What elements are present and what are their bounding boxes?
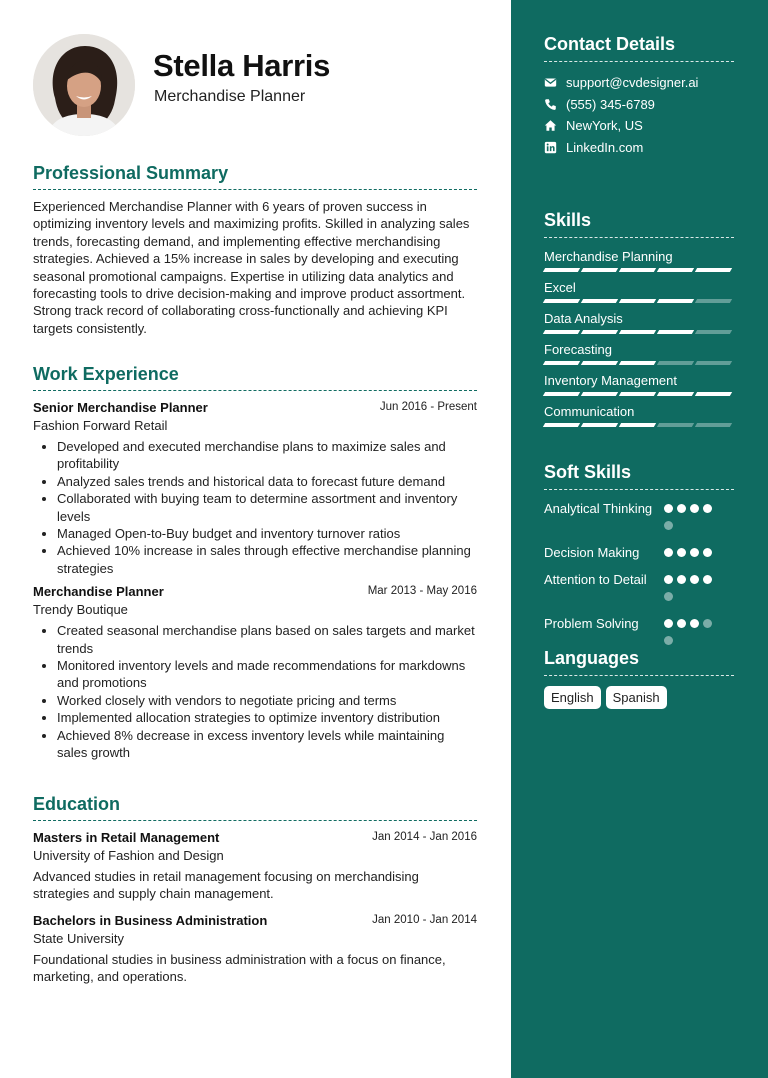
contact-phone[interactable] <box>544 94 734 116</box>
rating-dot <box>703 504 712 513</box>
skill-name: Data Analysis <box>544 311 623 326</box>
linkedin-icon <box>544 141 557 154</box>
skill-level-segment <box>657 268 694 272</box>
education-entry <box>33 912 477 986</box>
skill-name: Excel <box>544 280 576 295</box>
skill-item <box>544 279 734 303</box>
rating-dot <box>677 575 686 584</box>
summary-section <box>33 163 477 337</box>
summary-heading: Professional Summary <box>33 163 477 190</box>
skill-level-segment <box>581 423 618 427</box>
languages-section <box>544 648 734 709</box>
soft-skill-rating <box>664 500 720 538</box>
education-section <box>33 794 477 995</box>
job-company: Trendy Boutique <box>33 602 128 618</box>
languages-list <box>544 686 734 709</box>
rating-dot <box>664 548 673 557</box>
skill-level-segment <box>695 299 732 303</box>
skill-level-segment <box>619 392 656 396</box>
skill-item <box>544 310 734 334</box>
rating-dot <box>664 636 673 645</box>
contact-section <box>544 34 734 158</box>
skill-level-segment <box>695 330 732 334</box>
soft-skill-item <box>544 544 734 565</box>
skill-level-segment <box>619 299 656 303</box>
profile-photo <box>33 34 135 136</box>
skill-item <box>544 403 734 427</box>
candidate-name: Stella Harris <box>153 48 331 83</box>
skill-level-segment <box>581 330 618 334</box>
skill-level-segment <box>695 392 732 396</box>
skill-level-segment <box>581 392 618 396</box>
job-bullet: • Developed and executed merchandise plans to maximize sales and profitability <box>57 438 477 473</box>
rating-dot <box>690 575 699 584</box>
skill-level-segment <box>695 423 732 427</box>
phone-icon <box>544 98 557 111</box>
skill-level-segment <box>657 423 694 427</box>
education-degree: Masters in Retail Management <box>33 830 220 845</box>
rating-dot <box>677 504 686 513</box>
soft-skill-name: Decision Making <box>544 545 640 560</box>
job-bullet: • Achieved 10% increase in sales through effective merchandise planning strategies <box>57 542 477 577</box>
home-icon <box>544 119 557 132</box>
skill-level-segment <box>619 423 656 427</box>
job-bullet: • Collaborated with buying team to determine assortment and inventory levels <box>57 490 477 525</box>
rating-dot <box>690 504 699 513</box>
skill-level-segment <box>619 361 656 365</box>
job-bullet: • Worked closely with vendors to negotiate pricing and terms <box>57 692 477 709</box>
language-badge: English <box>544 686 601 709</box>
skill-level-segment <box>695 361 732 365</box>
experience-heading: Work Experience <box>33 364 477 391</box>
job-title: Merchandise Planner <box>33 584 164 600</box>
job-bullet: • Analyzed sales trends and historical data to forecast future demand <box>57 473 477 490</box>
job-bullet: • Created seasonal merchandise plans based on sales targets and market trends <box>57 622 477 657</box>
skill-level-segment <box>543 268 580 272</box>
skills-section <box>544 210 734 434</box>
job-title: Senior Merchandise Planner <box>33 400 208 415</box>
skill-level-segment <box>581 268 618 272</box>
soft-skill-rating <box>664 544 720 565</box>
education-degree: Bachelors in Business Administration <box>33 912 268 928</box>
skills-list <box>544 248 734 427</box>
soft-skill-name: Analytical Thinking <box>544 501 653 516</box>
job-company: Fashion Forward Retail <box>33 418 168 433</box>
rating-dot <box>703 575 712 584</box>
job-bullets <box>33 438 477 577</box>
rating-dot <box>690 548 699 557</box>
rating-dot <box>664 504 673 513</box>
rating-dot <box>664 619 673 628</box>
skill-item <box>544 248 734 272</box>
skill-level-segment <box>619 330 656 334</box>
skill-level-segment <box>543 361 580 365</box>
skill-level-segment <box>657 299 694 303</box>
skill-level-segment <box>543 423 580 427</box>
contact-linkedin[interactable] <box>544 137 734 159</box>
profile-photo-illustration <box>33 34 135 136</box>
contact-email[interactable] <box>544 72 734 94</box>
education-school: State University <box>33 930 125 946</box>
contact-linkedin-text: LinkedIn.com <box>566 139 644 155</box>
education-entry <box>33 829 477 903</box>
language-badge: Spanish <box>606 686 667 709</box>
skill-level-segment <box>543 299 580 303</box>
sidebar <box>511 0 768 1078</box>
job-dates: Mar 2013 - May 2016 <box>367 585 477 598</box>
summary-text: Experienced Merchandise Planner with 6 years of proven success in optimizing inventory levels and maximizing profits. Skilled in analyzing sales trends, forecasting demand, and implementing effective merchandising strategies. Achieved a 15% increase in sales by developing and executing seasonal promotional campaigns. Expertise in utilizing data analytics and forecasting tools to drive decision-making and improve product assortment. Strong track record of collaborating cross-functionally and achieving KPI targets consistently. <box>33 199 470 336</box>
education-description: Advanced studies in retail management focusing on merchandising strategies and supply chain management. <box>33 869 419 902</box>
rating-dot <box>664 592 673 601</box>
skill-name: Forecasting <box>544 342 612 357</box>
skill-level-segment <box>657 361 694 365</box>
education-dates: Jan 2014 - Jan 2016 <box>372 831 477 843</box>
contact-location-text: NewYork, US <box>566 118 643 134</box>
rating-dot <box>690 619 699 628</box>
soft-skill-item <box>544 571 734 609</box>
skill-level-bar <box>544 330 734 334</box>
rating-dot <box>664 575 673 584</box>
education-heading: Education <box>33 794 477 821</box>
rating-dot <box>677 548 686 557</box>
soft-skills-heading: Soft Skills <box>544 462 734 490</box>
skill-level-segment <box>581 361 618 365</box>
skill-name: Merchandise Planning <box>544 249 673 264</box>
skill-name: Inventory Management <box>544 373 677 388</box>
soft-skill-rating <box>664 571 720 609</box>
rating-dot <box>677 619 686 628</box>
rating-dot <box>703 619 712 628</box>
skill-level-segment <box>657 392 694 396</box>
skill-level-segment <box>581 299 618 303</box>
education-description: Foundational studies in business administration with a focus on finance, marketing, and operations. <box>33 951 446 985</box>
skill-level-bar <box>544 361 734 365</box>
skill-item <box>544 341 734 365</box>
skill-level-segment <box>619 268 656 272</box>
contact-heading: Contact Details <box>544 34 734 62</box>
skill-item <box>544 372 734 396</box>
skill-level-bar <box>544 268 734 272</box>
languages-heading: Languages <box>544 648 734 676</box>
job-dates: Jun 2016 - Present <box>379 401 477 413</box>
skill-level-bar <box>544 299 734 303</box>
skill-level-bar <box>544 423 734 427</box>
rating-dot <box>664 521 673 530</box>
job-entry <box>33 399 477 577</box>
job-bullet: • Monitored inventory levels and made recommendations for markdowns and promotions <box>57 657 477 692</box>
soft-skill-name: Problem Solving <box>544 616 639 631</box>
job-bullets <box>33 622 477 761</box>
candidate-role: Merchandise Planner <box>154 88 306 105</box>
education-dates: Jan 2010 - Jan 2014 <box>372 913 477 926</box>
contact-phone-text: (555) 345-6789 <box>566 96 655 112</box>
skills-heading: Skills <box>544 210 734 238</box>
experience-section <box>33 364 477 768</box>
skill-name: Communication <box>544 404 635 419</box>
soft-skill-name: Attention to Detail <box>544 572 647 587</box>
envelope-icon <box>544 76 557 89</box>
soft-skill-item <box>544 500 734 538</box>
contact-email-text: support@cvdesigner.ai <box>566 75 699 91</box>
job-entry <box>33 583 477 761</box>
soft-skills-section <box>544 462 734 659</box>
job-bullet: • Implemented allocation strategies to optimize inventory distribution <box>57 709 477 726</box>
skill-level-segment <box>657 330 694 334</box>
job-bullet: • Achieved 8% decrease in excess inventory levels while maintaining sales growth <box>57 727 477 762</box>
skill-level-segment <box>543 392 580 396</box>
contact-location <box>544 115 734 137</box>
education-school: University of Fashion and Design <box>33 848 224 863</box>
rating-dot <box>703 548 712 557</box>
skill-level-segment <box>695 268 732 272</box>
skill-level-bar <box>544 392 734 396</box>
job-bullet: • Managed Open-to-Buy budget and inventory turnover ratios <box>57 525 477 542</box>
skill-level-segment <box>543 330 580 334</box>
